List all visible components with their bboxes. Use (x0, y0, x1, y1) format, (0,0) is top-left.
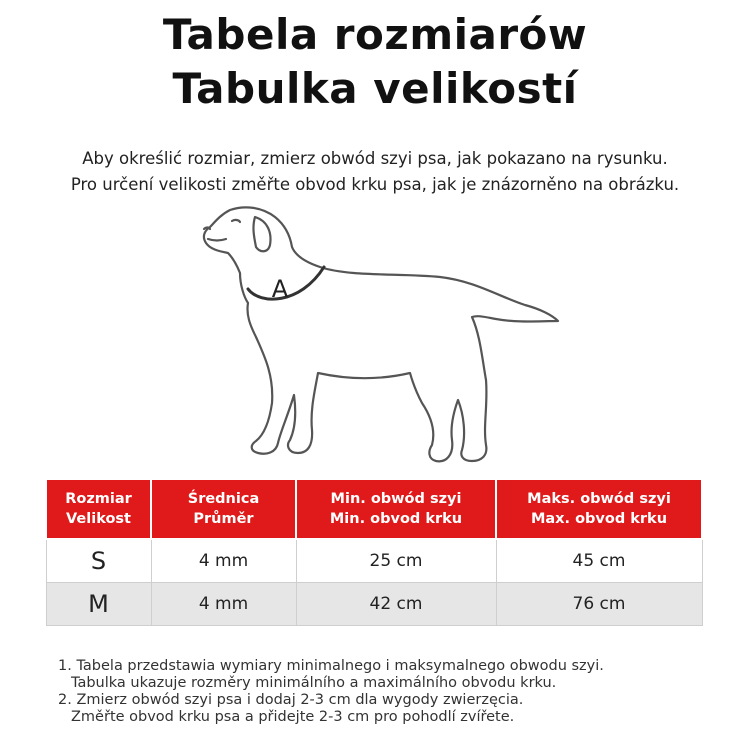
cell-min: 42 cm (296, 583, 496, 626)
note-1-polish: 1. Tabela przedstawia wymiary minimalnego i maksymalnego obwodu szyi. (58, 658, 604, 674)
title-czech: Tabulka velikostí (172, 64, 578, 113)
dog-outline (204, 207, 558, 461)
table-row (46, 583, 702, 626)
intro-czech: Pro určení velikosti změřte obvod krku psa, jak je znázorněno na obrázku. (70, 175, 680, 194)
cell-max: 76 cm (496, 583, 702, 626)
title-polish: Tabela rozmiarów (162, 10, 588, 59)
note-2-polish: 2. Zmierz obwód szyi psa i dodaj 2-3 cm dla wygody zwierzęcia. (58, 692, 524, 708)
collar-label: A (271, 275, 289, 303)
size-table (45, 478, 703, 626)
cell-diameter: 4 mm (151, 583, 296, 626)
header-max-neck: Maks. obwód szyi Max. obvod krku (496, 479, 702, 539)
cell-diameter: 4 mm (151, 539, 296, 583)
table-row (46, 539, 702, 583)
notes (58, 658, 738, 726)
intro-polish: Aby określić rozmiar, zmierz obwód szyi psa, jak pokazano na rysunku. (82, 149, 668, 168)
header-min-neck: Min. obwód szyi Min. obvod krku (296, 479, 496, 539)
cell-min: 25 cm (296, 539, 496, 583)
note-2-czech: Změřte obvod krku psa a přidejte 2-3 cm pro pohodlí zvířete. (71, 709, 515, 725)
cell-size: M (46, 583, 151, 626)
header-diameter: Średnica Průměr (151, 479, 296, 539)
cell-size: S (46, 539, 151, 583)
table-header-row (46, 479, 702, 539)
dog-illustration (200, 205, 570, 470)
note-1-czech: Tabulka ukazuje rozměry minimálního a maximálního obvodu krku. (71, 675, 557, 691)
header-size: Rozmiar Velikost (46, 479, 151, 539)
cell-max: 45 cm (496, 539, 702, 583)
